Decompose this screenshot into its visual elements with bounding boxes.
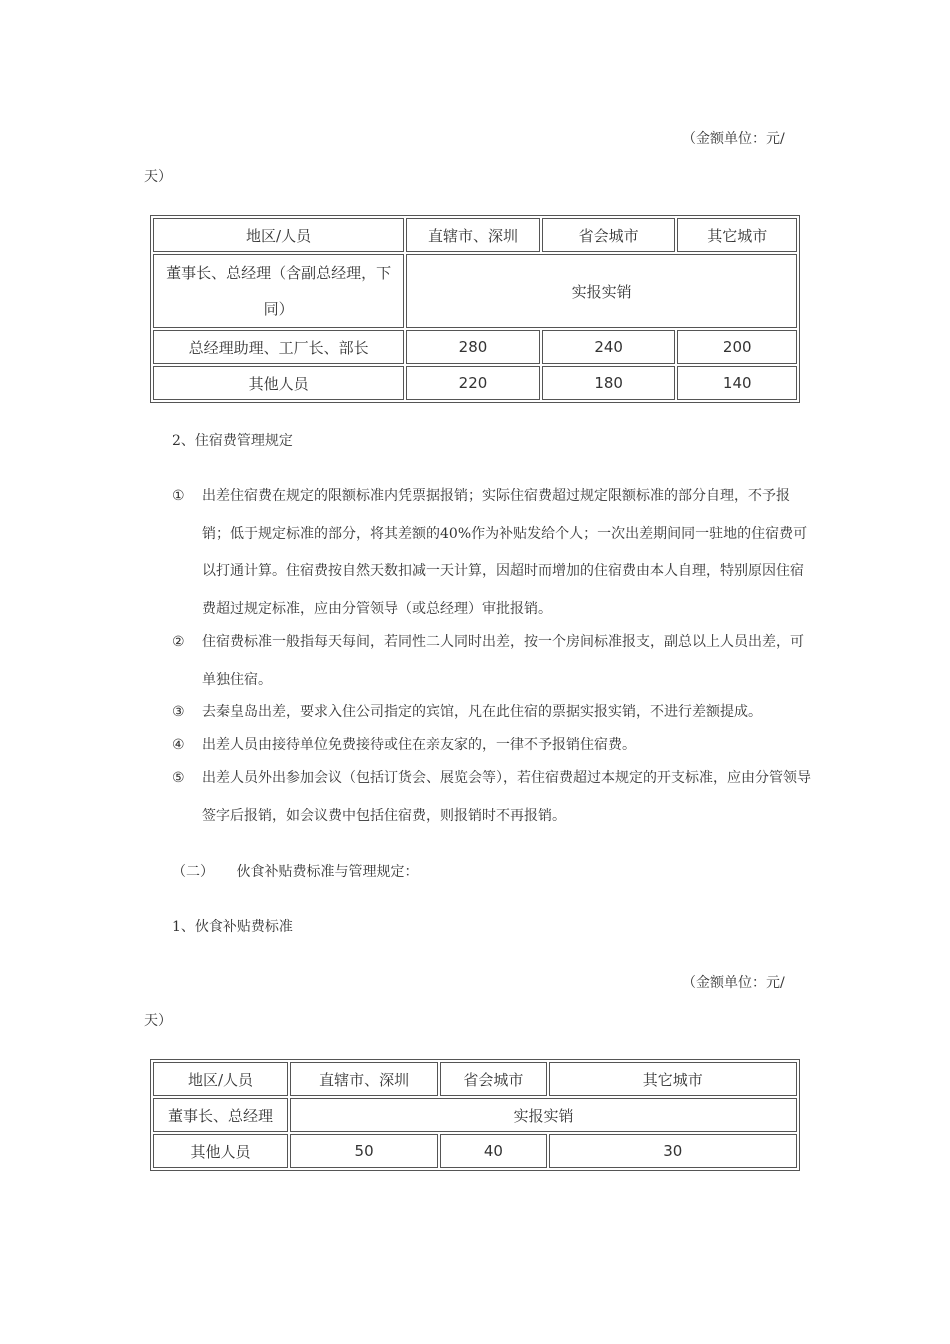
section-meal [172,861,418,881]
row-label: 其他人员 [153,366,404,400]
row-label: 其他人员 [153,1134,288,1168]
section-title-meal: 伙食补贴费标准与管理规定： [236,864,419,880]
row-label: 董事长、总经理 [153,1098,288,1132]
rule-text: 出差人员由接待单位免费接待或住在亲友家的，一律不予报销住宿费。 [202,737,636,753]
rule-marker: ④ [172,737,185,753]
rule-item [172,694,812,732]
value-cell: 200 [677,330,797,364]
rule-text: 住宿费标准一般指每天每间，若同性二人同时出差，按一个房间标准报支，副总以上人员出差，可单独住宿。 [202,634,804,688]
table-header-row [153,1062,797,1096]
value-cell: 30 [549,1134,797,1168]
row-label [153,254,404,328]
unit-note-1-line1: （金额单位：元/ [682,131,785,147]
section-marker: （二） [172,864,214,880]
header-cell: 直辖市、深圳 [290,1062,438,1096]
table-header-row [153,218,797,252]
rule-marker: ② [172,634,185,650]
header-cell: 地区/人员 [153,218,404,252]
value-cell: 220 [406,366,540,400]
header-cell: 省会城市 [440,1062,546,1096]
rule-item [172,624,812,699]
table-row [153,1098,797,1132]
table-row [153,254,797,328]
unit-note-1-line2: 天） [144,169,172,185]
table-row [153,366,797,400]
section-title-meal-standard: 1、伙食补贴费标准 [172,919,293,935]
rule-marker: ③ [172,704,185,720]
value-cell: 140 [677,366,797,400]
value-cell: 50 [290,1134,438,1168]
row-label-line1: 董事长、总经理（含副总经理，下 [166,264,392,282]
rule-marker: ⑤ [172,770,185,786]
value-cell: 180 [542,366,676,400]
merged-cell: 实报实销 [290,1098,797,1132]
value-cell: 40 [440,1134,546,1168]
row-label-line2: 同） [263,300,294,318]
section-title-lodging: 2、住宿费管理规定 [172,433,293,449]
unit-note-2-line1: （金额单位：元/ [682,975,785,991]
rule-item [172,727,812,765]
row-label: 总经理助理、工厂长、部长 [153,330,404,364]
header-cell: 省会城市 [542,218,676,252]
value-cell: 280 [406,330,540,364]
rule-text: 出差住宿费在规定的限额标准内凭票据报销；实际住宿费超过规定限额标准的部分自理，不予报销；低于规定标准的部分，将其差额的40%作为补贴发给个人；一次出差期间同一驻地的住宿费可以打通计算。住宿费按自然天数扣减一天计算，因超时而增加的住宿费由本人自理，特别原因住宿费超过规定标准，应由分管领导（或总经理）审批报销。 [202,488,808,617]
rule-text: 去秦皇岛出差，要求入住公司指定的宾馆，凡在此住宿的票据实报实销，不进行差额提成。 [202,704,762,720]
lodging-standard-table [150,215,800,403]
merged-cell: 实报实销 [406,254,797,328]
rule-item [172,478,812,628]
rule-marker: ① [172,488,185,504]
header-cell: 直辖市、深圳 [406,218,540,252]
rule-text: 出差人员外出参加会议（包括订货会、展览会等），若住宿费超过本规定的开支标准，应由分管领导签字后报销，如会议费中包括住宿费，则报销时不再报销。 [202,770,811,824]
value-cell: 240 [542,330,676,364]
meal-standard-table [150,1059,800,1171]
rule-item [172,760,812,835]
unit-note-2-line2: 天） [144,1013,172,1029]
header-cell: 其它城市 [677,218,797,252]
table-row [153,330,797,364]
header-cell: 其它城市 [549,1062,797,1096]
table-row [153,1134,797,1168]
header-cell: 地区/人员 [153,1062,288,1096]
